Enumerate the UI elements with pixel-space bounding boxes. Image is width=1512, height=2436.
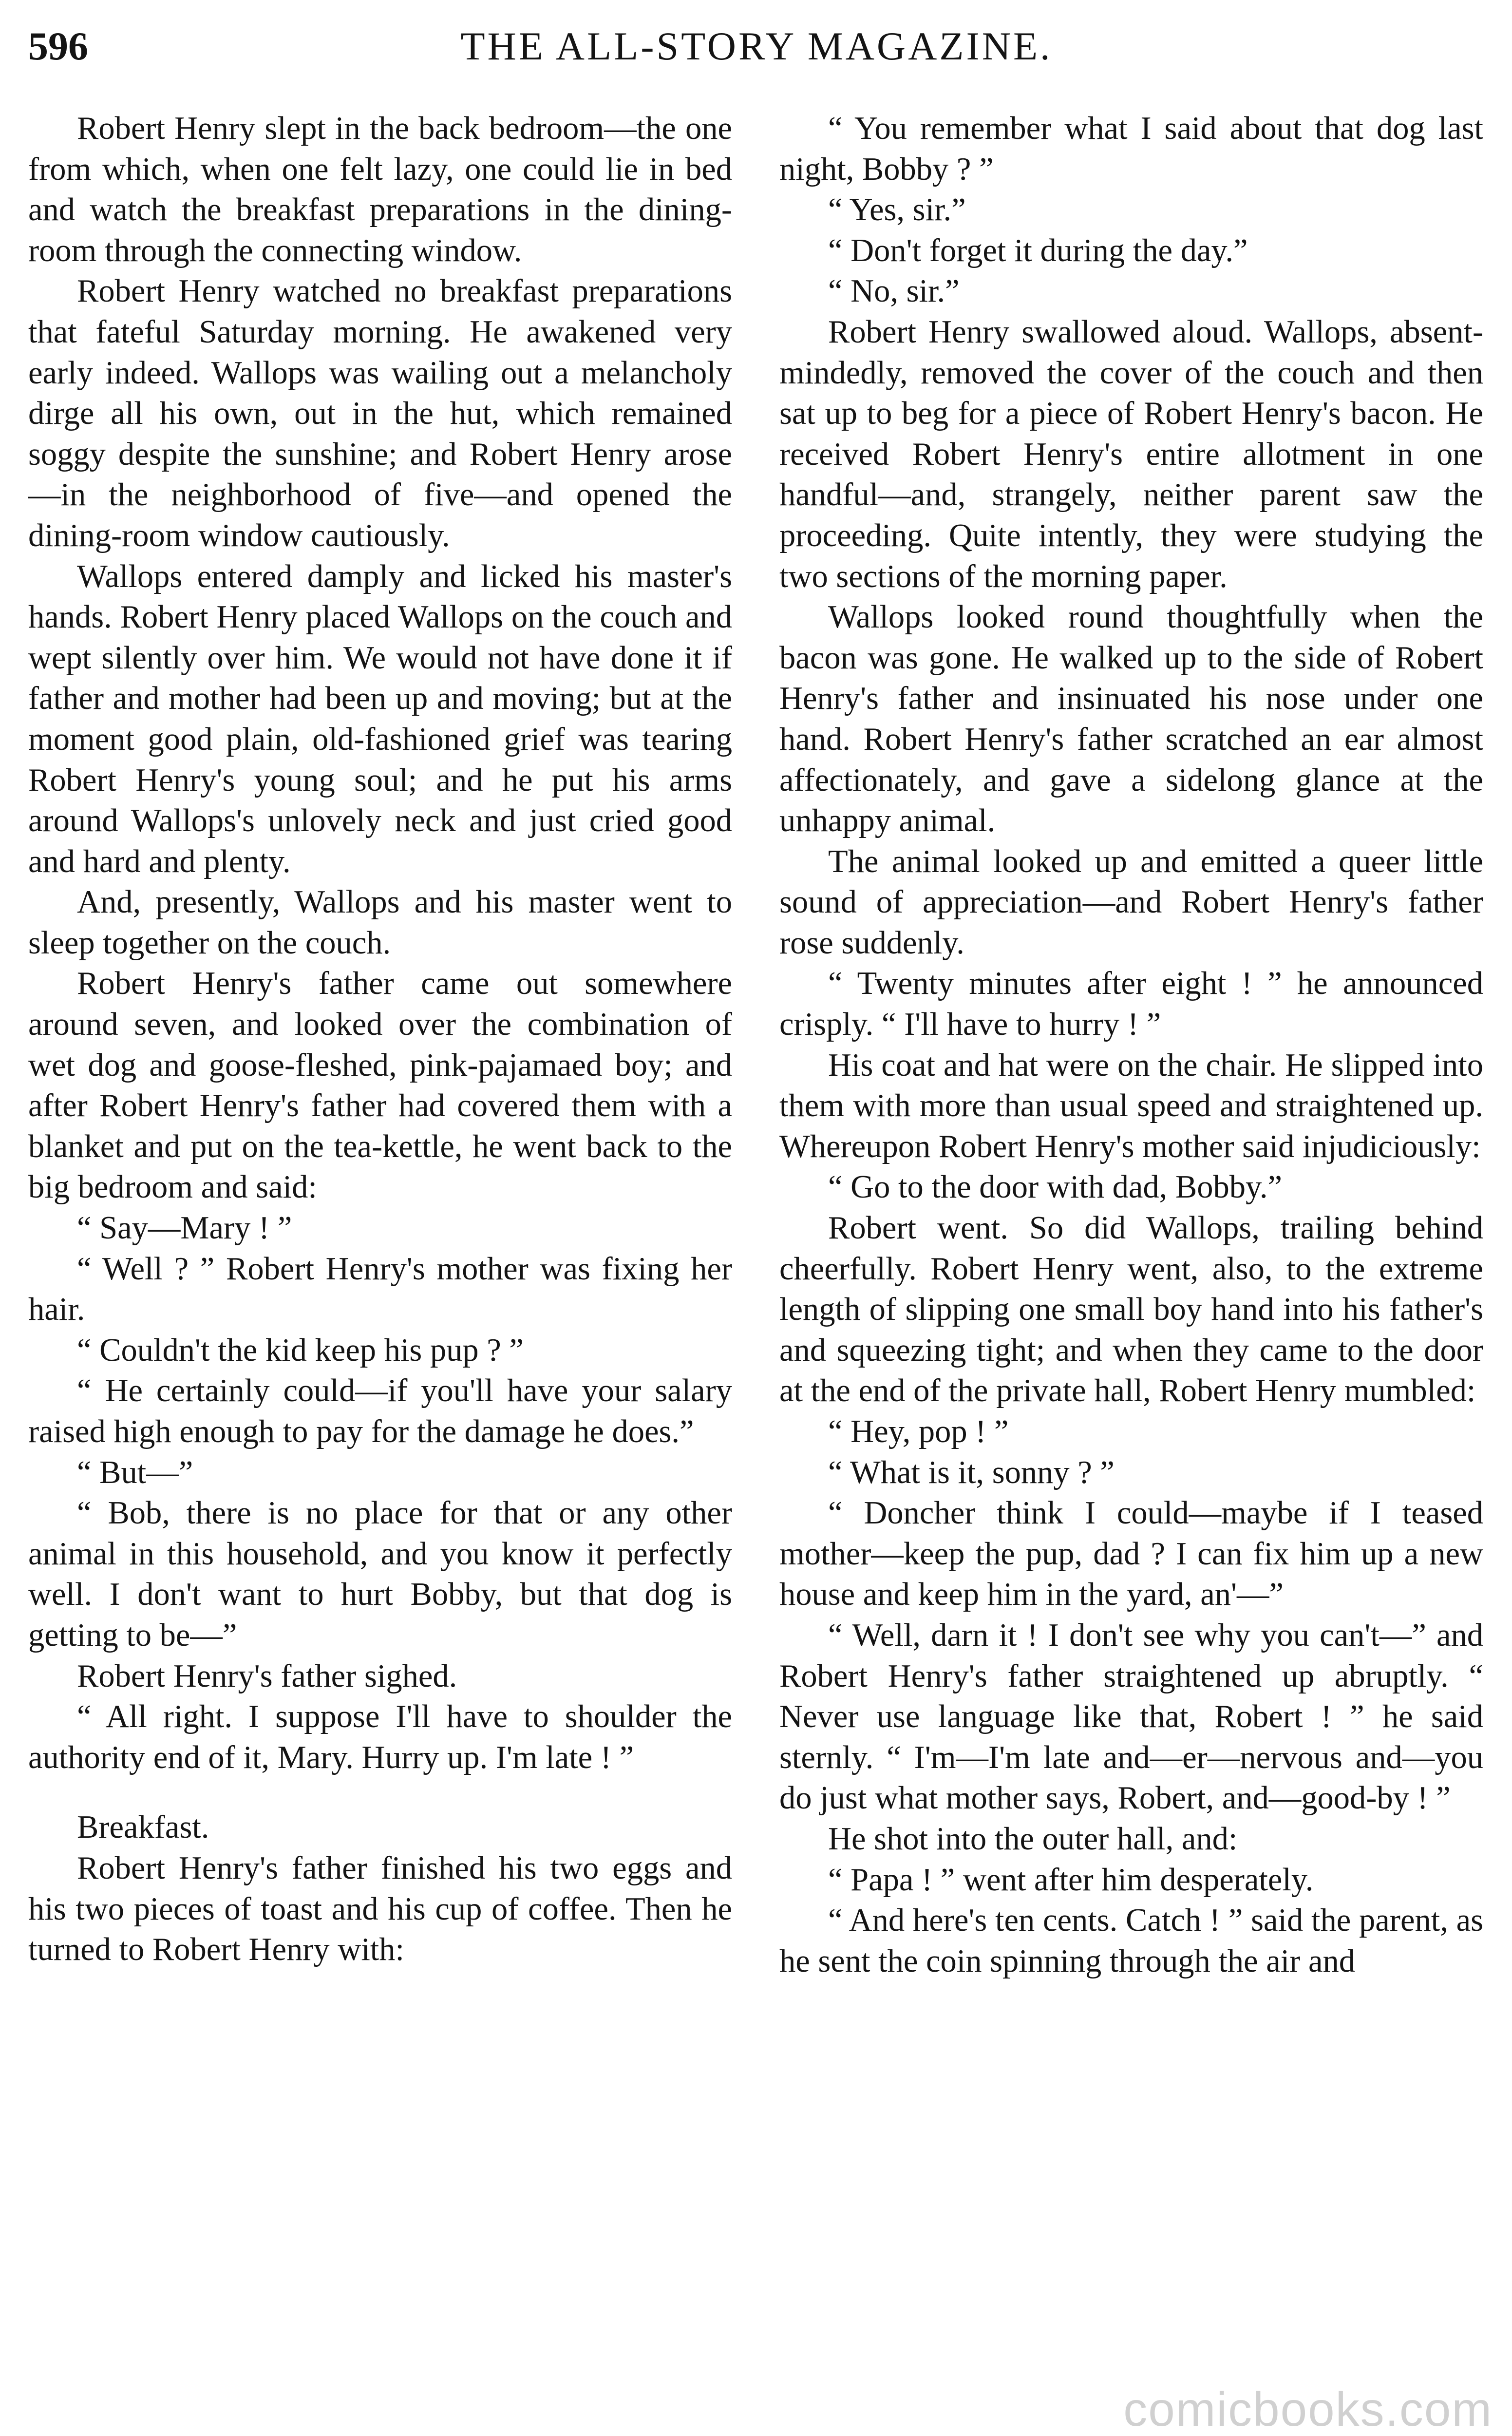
dialogue-line: “ Well, darn it ! I don't see why you can't—” and Robert Henry's father straightened up abruptly. “ Never use language like that, Robert ! ” he said sternly. “ I'm—I'm late and—er—nervous and—you do just what mother says, Robert, and—good-by ! ” bbox=[779, 1617, 1483, 1816]
paragraph: And, presently, Wallops and his master went to sleep together on the couch. bbox=[28, 884, 732, 961]
paragraph: He shot into the outer hall, and: bbox=[828, 1821, 1238, 1857]
dialogue-line: “ Go to the door with dad, Bobby.” bbox=[828, 1169, 1283, 1205]
scene-break-paragraph: Breakfast. bbox=[77, 1809, 209, 1846]
paragraph: Robert Henry swallowed aloud. Wallops, absent-mindedly, removed the cover of the couch and then sat up to beg for a piece of Robert Henry's bacon. He received Robert Henry's entire allotment in one handful—and, strangely, neither parent saw the proceeding. Quite intently, they were studying the two sections of the morning paper. bbox=[779, 314, 1483, 594]
right-column bbox=[779, 108, 1483, 1981]
paragraph: Robert Henry's father came out somewhere around seven, and looked over the combination of wet dog and goose-fleshed, pink-pajamaed boy; and after Robert Henry's father had covered them with a blanket and put on the tea-kettle, he went back to the big bedroom and said: bbox=[28, 966, 732, 1205]
dialogue-line: “ Don't forget it during the day.” bbox=[828, 232, 1248, 268]
dialogue-line: “ Bob, there is no place for that or any other animal in this household, and you know it perfectly well. I don't want to hurt Bobby, but that dog is getting to be—” bbox=[28, 1495, 732, 1653]
dialogue-line: “ Couldn't the kid keep his pup ? ” bbox=[77, 1332, 524, 1368]
paragraph: Wallops looked round thoughtfully when the bacon was gone. He walked up to the side of Robert Henry's father and insinuated his nose under one hand. Robert Henry's father scratched an ear almost affectionately, and gave a sidelong glance at the unhappy animal. bbox=[779, 599, 1483, 839]
dialogue-line: “ Twenty minutes after eight ! ” he announced crisply. “ I'll have to hurry ! ” bbox=[779, 966, 1483, 1043]
dialogue-line: “ And here's ten cents. Catch ! ” said the parent, as he sent the coin spinning through the air and bbox=[779, 1903, 1483, 1979]
dialogue-line: “ All right. I suppose I'll have to shoulder the authority end of it, Mary. Hurry up. I'm late ! ” bbox=[28, 1699, 732, 1775]
dialogue-line: “ But—” bbox=[77, 1454, 193, 1490]
paragraph: The animal looked up and emitted a queer little sound of appreciation—and Robert Henry's father rose suddenly. bbox=[779, 843, 1483, 961]
page-number: 596 bbox=[28, 24, 88, 68]
paragraph: Robert Henry watched no breakfast preparations that fateful Saturday morning. He awakened very early indeed. Wallops was wailing out a melancholy dirge all his own, out in the hut, which remained soggy despite the sunshine; and Robert Henry arose—in the neighborhood of five—and opened the dining-room window cautiously. bbox=[28, 273, 732, 553]
paragraph: Robert Henry slept in the back bedroom—the one from which, when one felt lazy, one could lie in bed and watch the breakfast preparations in the dining-room through the connecting window. bbox=[28, 111, 732, 268]
paragraph: Robert Henry's father sighed. bbox=[77, 1658, 457, 1694]
dialogue-line: “ Yes, sir.” bbox=[828, 192, 966, 228]
dialogue-line: “ Well ? ” Robert Henry's mother was fixing her hair. bbox=[28, 1251, 732, 1328]
paragraph: Robert Henry's father finished his two eggs and his two pieces of toast and his cup of coffee. Then he turned to Robert Henry with: bbox=[28, 1850, 732, 1968]
dialogue-line: “ What is it, sonny ? ” bbox=[828, 1454, 1115, 1490]
dialogue-line: “ Doncher think I could—maybe if I teased mother—keep the pup, dad ? I can fix him up a new house and keep him in the yard, an'—” bbox=[779, 1495, 1483, 1613]
dialogue-line: “ No, sir.” bbox=[828, 273, 960, 309]
dialogue-line: “ Say—Mary ! ” bbox=[77, 1210, 292, 1246]
running-title: THE ALL-STORY MAGAZINE. bbox=[460, 24, 1053, 68]
paragraph: Wallops entered damply and licked his master's hands. Robert Henry placed Wallops on the couch and wept silently over him. We would not have done it if father and mother had been up and moving; but at the moment good plain, old-fashioned grief was tearing Robert Henry's young soul; and he put his arms around Wallops's unlovely neck and just cried good and hard and plenty. bbox=[28, 558, 732, 879]
paragraph: Robert went. So did Wallops, trailing behind cheerfully. Robert Henry went, also, to the extreme length of slipping one small boy hand into his father's and squeezing tight; and when they came to the door at the end of the private hall, Robert Henry mumbled: bbox=[779, 1210, 1483, 1409]
left-column bbox=[28, 108, 732, 1970]
paragraph: His coat and hat were on the chair. He slipped into them with more than usual speed and straightened up. Whereupon Robert Henry's mother said injudiciously: bbox=[779, 1047, 1483, 1164]
site-watermark: comicbooks.com bbox=[1123, 2382, 1493, 2436]
dialogue-line: “ Hey, pop ! ” bbox=[828, 1414, 1009, 1449]
dialogue-line: “ He certainly could—if you'll have your salary raised high enough to pay for the damage he does.” bbox=[28, 1373, 732, 1449]
dialogue-line: “ You remember what I said about that dog last night, Bobby ? ” bbox=[779, 111, 1483, 187]
page-header bbox=[28, 19, 1485, 73]
dialogue-line: “ Papa ! ” went after him desperately. bbox=[828, 1862, 1314, 1898]
